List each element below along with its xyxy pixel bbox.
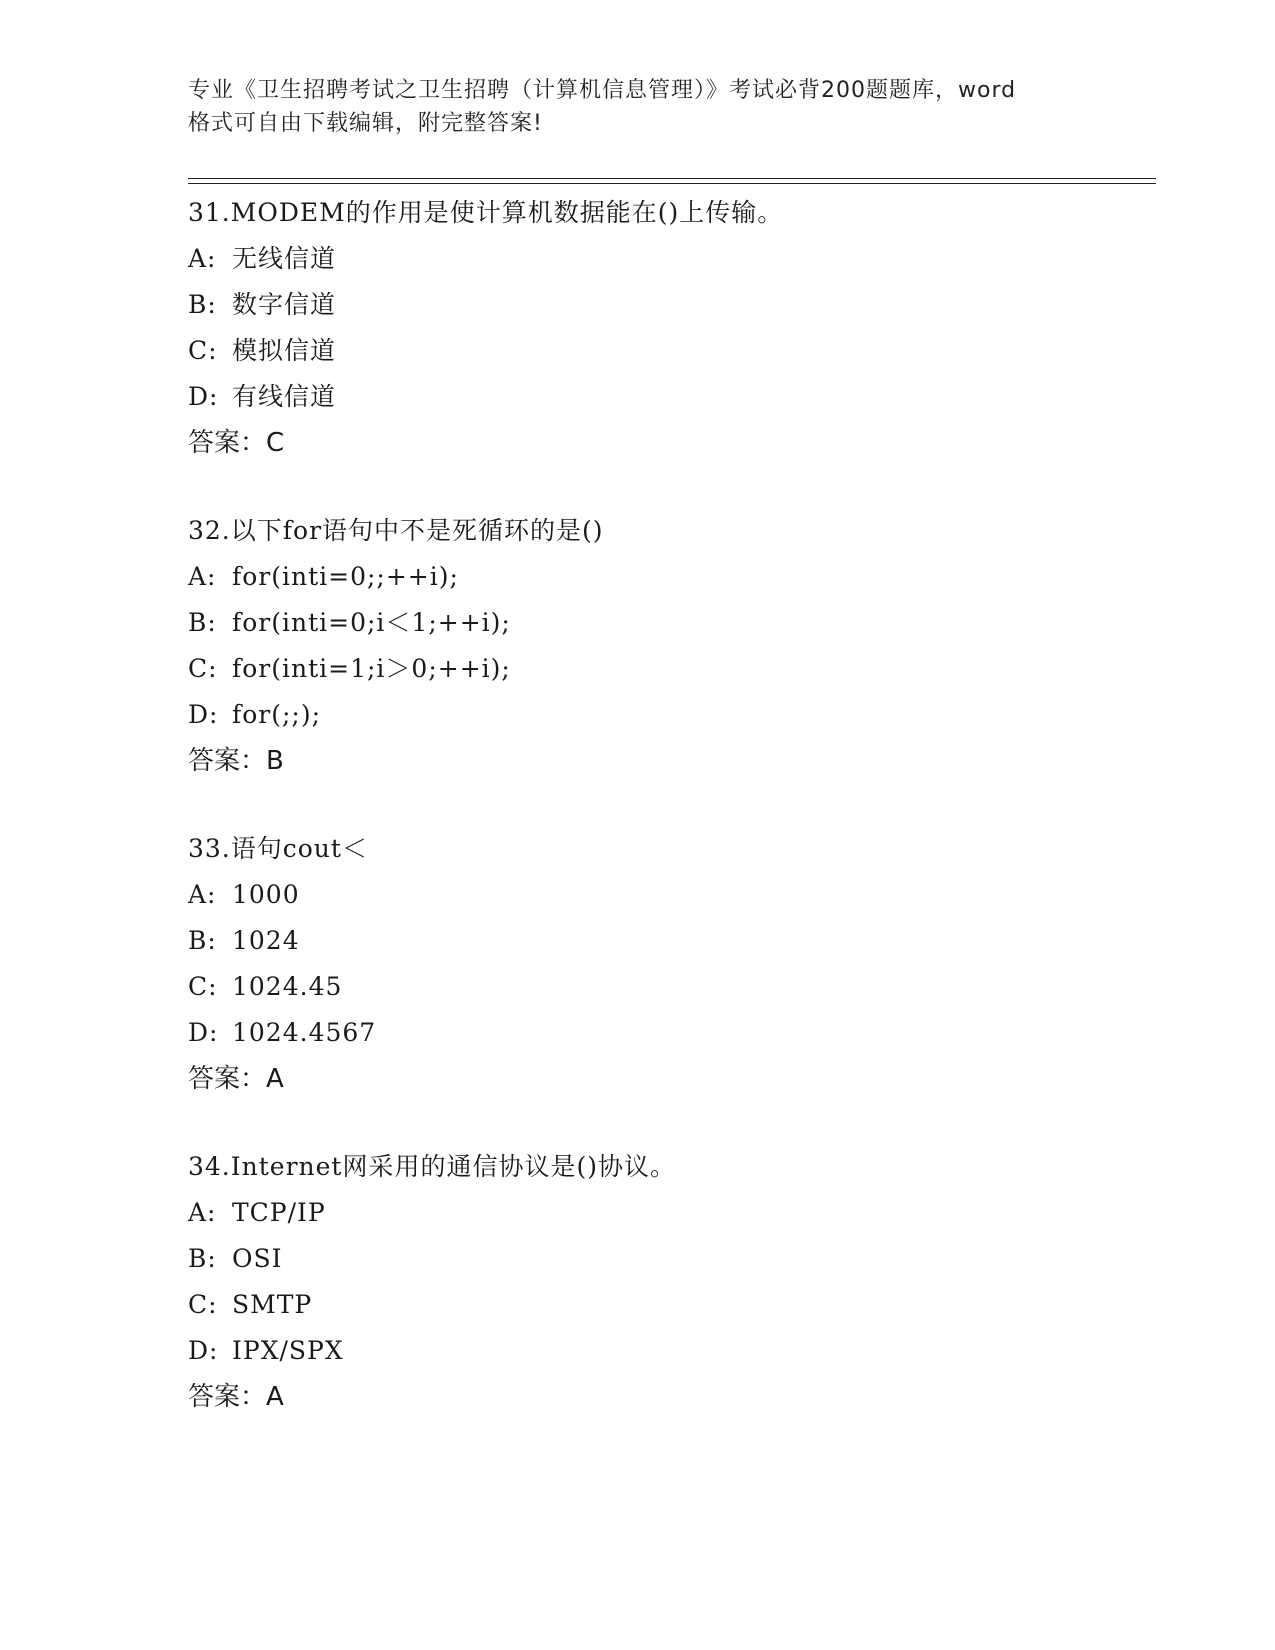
- question-block: [188, 190, 1156, 466]
- question-block: [188, 1144, 1156, 1420]
- option-b: [188, 918, 1156, 964]
- option-b: [188, 282, 1156, 328]
- question-text: 32.以下for语句中不是死循环的是(): [188, 516, 604, 545]
- option-key: C:: [188, 336, 218, 365]
- option-text: IPX/SPX: [232, 1336, 344, 1365]
- option-key: D:: [188, 1018, 219, 1047]
- option-b: [188, 600, 1156, 646]
- option-c: [188, 964, 1156, 1010]
- option-key: A:: [188, 880, 217, 909]
- question-block: [188, 508, 1156, 784]
- option-key: D:: [188, 1336, 219, 1365]
- header-line-2: 格式可自由下载编辑，附完整答案!: [188, 111, 543, 136]
- option-key: D:: [188, 382, 219, 411]
- option-text: 1024.45: [232, 972, 343, 1001]
- option-a: [188, 236, 1156, 282]
- option-d: [188, 1328, 1156, 1374]
- header-divider-bottom: [188, 183, 1156, 184]
- option-text: 1000: [232, 880, 300, 909]
- option-a: [188, 1190, 1156, 1236]
- option-text: 1024.4567: [232, 1018, 377, 1047]
- option-d: [188, 374, 1156, 420]
- option-key: D:: [188, 700, 219, 729]
- document-header: [188, 74, 1088, 140]
- answer-text: 答案：A: [188, 1064, 284, 1094]
- option-key: B:: [188, 290, 217, 319]
- option-text: 有线信道: [232, 382, 337, 411]
- option-text: for(;;);: [232, 700, 322, 729]
- option-text: 数字信道: [232, 290, 337, 319]
- option-text: TCP/IP: [232, 1198, 326, 1227]
- option-key: A:: [188, 244, 217, 273]
- option-a: [188, 872, 1156, 918]
- option-text: for(inti=0;;++i);: [232, 562, 459, 591]
- option-c: [188, 1282, 1156, 1328]
- option-text: 1024: [232, 926, 300, 955]
- question-block: [188, 826, 1156, 1102]
- option-d: [188, 692, 1156, 738]
- answer-text: 答案：C: [188, 428, 285, 458]
- option-key: B:: [188, 1244, 217, 1273]
- question-text: 33.语句cout＜: [188, 834, 368, 863]
- option-text: for(inti=0;i＜1;++i);: [232, 608, 511, 637]
- question-text: 34.Internet网采用的通信协议是()协议。: [188, 1152, 676, 1181]
- option-text: for(inti=1;i＞0;++i);: [232, 654, 511, 683]
- option-a: [188, 554, 1156, 600]
- option-key: B:: [188, 926, 217, 955]
- option-text: 模拟信道: [232, 336, 337, 365]
- header-divider-top: [188, 178, 1156, 179]
- option-key: C:: [188, 1290, 218, 1319]
- option-text: OSI: [232, 1244, 283, 1273]
- option-key: B:: [188, 608, 217, 637]
- header-line-1: 专业《卫生招聘考试之卫生招聘（计算机信息管理）》考试必背200题题库，word: [188, 78, 1017, 103]
- option-key: C:: [188, 654, 218, 683]
- option-key: A:: [188, 1198, 217, 1227]
- question-list: [188, 190, 1156, 1462]
- answer-text: 答案：B: [188, 746, 284, 776]
- option-b: [188, 1236, 1156, 1282]
- option-text: 无线信道: [232, 244, 337, 273]
- option-c: [188, 328, 1156, 374]
- option-key: A:: [188, 562, 217, 591]
- option-text: SMTP: [232, 1290, 313, 1319]
- question-text: 31.MODEM的作用是使计算机数据能在()上传输。: [188, 198, 784, 227]
- option-key: C:: [188, 972, 218, 1001]
- answer-text: 答案：A: [188, 1382, 284, 1412]
- option-d: [188, 1010, 1156, 1056]
- option-c: [188, 646, 1156, 692]
